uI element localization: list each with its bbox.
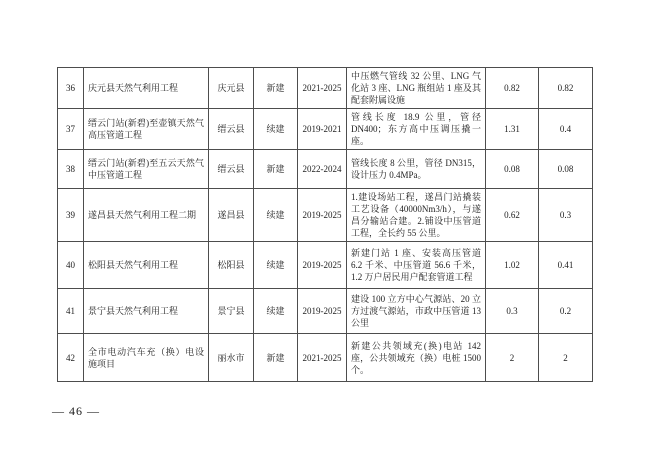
cell-description: 建设 100 立方中心气源站、20 立方过渡气源站，市政中压管道 13 公里 — [347, 289, 486, 334]
table-row — [58, 68, 593, 109]
table-row — [58, 334, 593, 382]
cell-value2: 0.41 — [539, 242, 593, 289]
cell-value2: 0.4 — [539, 109, 593, 150]
cell-build-status: 续建 — [254, 242, 298, 289]
cell-value2: 2 — [539, 334, 593, 382]
cell-description: 新建公共领域充(换)电站 142 座，公共领域充（换）电桩 1500 个。 — [347, 334, 486, 382]
cell-location: 松阳县 — [209, 242, 254, 289]
cell-value2: 0.82 — [539, 68, 593, 109]
table-row — [58, 189, 593, 242]
cell-years: 2022-2024 — [298, 150, 347, 189]
cell-project-name: 松阳县天然气利用工程 — [84, 242, 209, 289]
table-row — [58, 289, 593, 334]
cell-row-number: 41 — [58, 289, 84, 334]
cell-value1: 1.31 — [486, 109, 539, 150]
cell-row-number: 37 — [58, 109, 84, 150]
cell-years: 2019-2025 — [298, 242, 347, 289]
table-row — [58, 242, 593, 289]
cell-row-number: 39 — [58, 189, 84, 242]
cell-location: 景宁县 — [209, 289, 254, 334]
cell-description: 1.建设场站工程，遂昌门站撬装工艺设备（40000Nm3/h），与遂昌分输站合建。2.铺设中压管道工程，全长约 55 公里。 — [347, 189, 486, 242]
cell-project-name: 缙云门站(新碧)至壶镇天然气高压管道工程 — [84, 109, 209, 150]
page-number: — 46 — — [52, 404, 100, 418]
cell-build-status: 新建 — [254, 150, 298, 189]
cell-value1: 2 — [486, 334, 539, 382]
cell-value2: 0.3 — [539, 189, 593, 242]
cell-project-name: 全市电动汽车充（换）电设施项目 — [84, 334, 209, 382]
cell-years: 2019-2025 — [298, 289, 347, 334]
cell-value2: 0.08 — [539, 150, 593, 189]
cell-years: 2021-2025 — [298, 68, 347, 109]
cell-build-status: 续建 — [254, 289, 298, 334]
table-row — [58, 150, 593, 189]
cell-project-name: 遂昌县天然气利用工程二期 — [84, 189, 209, 242]
cell-description: 管线长度 8 公里，管径 DN315，设计压力 0.4MPa。 — [347, 150, 486, 189]
cell-location: 丽水市 — [209, 334, 254, 382]
cell-row-number: 40 — [58, 242, 84, 289]
cell-build-status: 新建 — [254, 334, 298, 382]
cell-description: 中压燃气管线 32 公里、LNG 气化站 3 座、LNG 瓶组站 1 座及其配套附属设施 — [347, 68, 486, 109]
cell-value1: 0.3 — [486, 289, 539, 334]
cell-build-status: 续建 — [254, 109, 298, 150]
cell-build-status: 续建 — [254, 189, 298, 242]
cell-location: 遂昌县 — [209, 189, 254, 242]
cell-description: 新建门站 1 座、安装高压管道 6.2 千米、中压管道 56.6 千米，1.2 万户居民用户配套管道工程 — [347, 242, 486, 289]
cell-value1: 0.82 — [486, 68, 539, 109]
cell-years: 2019-2025 — [298, 189, 347, 242]
cell-description: 管线长度 18.9 公里，管径 DN400；东方高中压调压撬一座。 — [347, 109, 486, 150]
cell-location: 缙云县 — [209, 109, 254, 150]
projects-table — [57, 67, 593, 382]
cell-project-name: 庆元县天然气利用工程 — [84, 68, 209, 109]
cell-row-number: 38 — [58, 150, 84, 189]
cell-row-number: 36 — [58, 68, 84, 109]
cell-location: 庆元县 — [209, 68, 254, 109]
table-row — [58, 109, 593, 150]
cell-value2: 0.2 — [539, 289, 593, 334]
cell-years: 2021-2025 — [298, 334, 347, 382]
cell-build-status: 新建 — [254, 68, 298, 109]
cell-value1: 0.62 — [486, 189, 539, 242]
cell-project-name: 景宁县天然气利用工程 — [84, 289, 209, 334]
cell-years: 2019-2021 — [298, 109, 347, 150]
cell-location: 缙云县 — [209, 150, 254, 189]
cell-value1: 0.08 — [486, 150, 539, 189]
cell-project-name: 缙云门站(新碧)至五云天然气中压管道工程 — [84, 150, 209, 189]
cell-row-number: 42 — [58, 334, 84, 382]
cell-value1: 1.02 — [486, 242, 539, 289]
